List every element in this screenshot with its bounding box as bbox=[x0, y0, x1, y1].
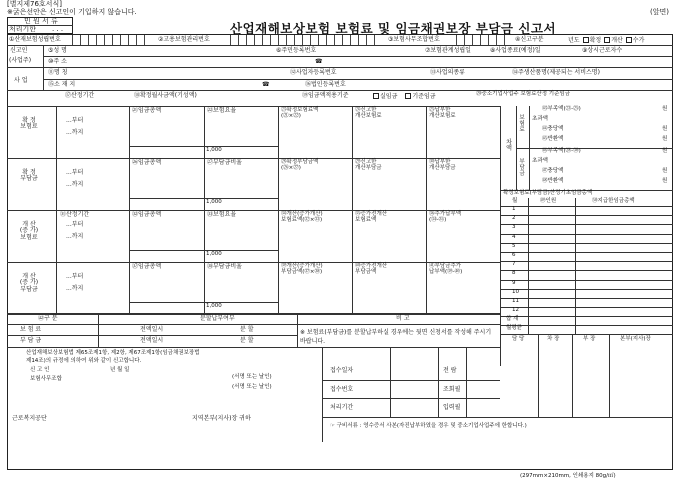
won-unit: 원 bbox=[662, 178, 668, 184]
attachment-note: ☞ 구비서류 : 영수증서 사본(자진납부하였을 경우 및 중소기업사업주에 한합니다.) bbox=[330, 423, 527, 429]
rp-line bbox=[500, 252, 673, 253]
period-to[interactable]: ...까지 bbox=[66, 285, 84, 292]
section-col-line bbox=[204, 262, 205, 314]
won-unit: 원 bbox=[662, 136, 668, 142]
staff-label: 담 당 bbox=[512, 336, 525, 343]
label-f2: ②고용보험관리번호 bbox=[158, 36, 210, 43]
section-col5: ㉚납부한 개산부담금 bbox=[429, 159, 456, 171]
label-loc: ⑮소 재 지 bbox=[48, 81, 76, 88]
rp-line bbox=[500, 234, 673, 235]
label-small-biz: ⑳중소기업사업주 보험료산정 기준임금 bbox=[476, 91, 571, 97]
staff-label: 본부(지사)장 bbox=[620, 336, 651, 343]
opt-final-label: 확정 bbox=[589, 37, 602, 44]
section-col4: ㉟증가전개산 보험료액 bbox=[355, 211, 388, 223]
period-to[interactable]: ...까지 bbox=[66, 181, 84, 188]
section-col-line bbox=[352, 262, 353, 314]
opt-year-label: 년도 bbox=[568, 37, 580, 44]
period-from[interactable]: ...부터 bbox=[66, 117, 84, 124]
excess-label: 초과액 bbox=[532, 116, 548, 122]
label-product: ⑭주생산품명(제공되는 서비스명) bbox=[512, 69, 600, 76]
month-label: 1 bbox=[512, 206, 516, 212]
checkbox-increase[interactable] bbox=[626, 37, 632, 43]
section-col-line bbox=[352, 106, 353, 158]
checkbox-actual[interactable] bbox=[373, 93, 379, 99]
inst-r2-a[interactable]: 전액일시 bbox=[140, 337, 164, 344]
checkbox-base[interactable] bbox=[405, 93, 411, 99]
rp-line bbox=[500, 243, 673, 244]
table-th2: ㊾인원 bbox=[540, 198, 557, 204]
month-label: 4 bbox=[512, 233, 516, 240]
period-from[interactable]: ...부터 bbox=[66, 221, 84, 228]
diff-row-label: ㊹충당액 bbox=[542, 126, 564, 132]
opt-base-label: 기준임금 bbox=[412, 93, 436, 100]
rate-unit: 1,000 bbox=[206, 251, 222, 257]
section-label: 개 산 (증 가) 보험료 bbox=[19, 221, 39, 241]
month-label: 10 bbox=[512, 288, 519, 295]
opt-increase-label: 수가 bbox=[632, 37, 645, 44]
section-col1: ㊲임금총액 bbox=[132, 263, 162, 270]
reporter-tel-icon: ☎ bbox=[315, 58, 323, 65]
rp-line bbox=[609, 334, 610, 417]
section-col-line bbox=[129, 158, 130, 210]
won-unit: 원 bbox=[662, 126, 668, 132]
inst-r2-b[interactable]: 분 할 bbox=[240, 337, 254, 344]
month-label: 2 bbox=[512, 215, 516, 222]
label-f4: ④신고구분 bbox=[515, 36, 544, 43]
label-f3: ③보험사무조합번호 bbox=[388, 36, 440, 43]
month-label: 6 bbox=[512, 252, 516, 258]
won-unit: 원 bbox=[662, 106, 668, 112]
deadline-label: 처리기한 bbox=[9, 25, 37, 33]
section-col5: ㉕납부한 개산보험료 bbox=[429, 107, 456, 119]
excess-label: 초과액 bbox=[532, 158, 548, 164]
table-th3: ㊿지급한임금총액 bbox=[592, 198, 635, 204]
table-th1: 월 bbox=[512, 198, 518, 204]
section-col2: ㉒보험요율 bbox=[207, 107, 237, 114]
rp-line bbox=[500, 289, 673, 290]
month-label: 12 bbox=[512, 307, 519, 314]
rp-line bbox=[500, 280, 673, 281]
rp-line bbox=[572, 334, 573, 417]
proc-r3: 처리기간 bbox=[330, 404, 354, 411]
receipt-label: 민 원 서 류 bbox=[24, 17, 58, 25]
inst-r1-label: 보 험 료 bbox=[20, 326, 42, 333]
decl-text1: 산업재해보상보험법 제65조제1항, 제2항, 제67조제1항(임금채권보장법 bbox=[26, 350, 200, 356]
month-label: 9 bbox=[512, 279, 516, 286]
section-col3: ㉞개산(증가개산) 보험료액(㉜×㉝) bbox=[281, 211, 323, 223]
ins-label: 보 험 료 bbox=[519, 115, 525, 133]
form-note: ※굵은선안은 신고인이 기입하지 않습니다. bbox=[7, 8, 137, 16]
rp-line bbox=[500, 316, 673, 317]
label-std: ⑲임금액적용기준 bbox=[302, 92, 349, 99]
opt-actual-label: 실임금 bbox=[380, 93, 398, 100]
proc-r2b: 조회필 bbox=[443, 386, 461, 393]
won-unit: 원 bbox=[662, 148, 668, 154]
section-col-line bbox=[129, 210, 130, 262]
section-label: 확 정 보험료 bbox=[20, 117, 38, 131]
inst-col3: 비 고 bbox=[396, 315, 410, 322]
inst-r2-label: 부 담 금 bbox=[20, 337, 42, 344]
label-rel: ⑦보험관계성립일 bbox=[425, 47, 471, 54]
checkbox-estimate[interactable] bbox=[604, 37, 610, 43]
rp-line bbox=[500, 270, 673, 271]
won-unit: 원 bbox=[662, 168, 668, 174]
section-col-line bbox=[204, 106, 205, 158]
section-col2: ㉗부담금비율 bbox=[207, 159, 242, 166]
label-biztype: ⑬사업의종류 bbox=[430, 69, 465, 76]
diff-row-label: ㊺반환액 bbox=[542, 136, 564, 142]
table-title: 확정보험료(부담금)산정기초임금총액 bbox=[503, 190, 593, 196]
month-label: 3 bbox=[512, 224, 516, 231]
form-number: [별지제76호서식] bbox=[7, 0, 62, 8]
decl-sign1: (서명 또는 날인) bbox=[232, 374, 272, 380]
inst-r1-b[interactable]: 분 할 bbox=[240, 326, 254, 333]
label-period: ⑰산정기간 bbox=[65, 92, 95, 99]
label-bizname: ⑪명 칭 bbox=[48, 69, 68, 76]
section-col0: ㉛산정기간 bbox=[60, 211, 90, 218]
section-col-line bbox=[204, 158, 205, 210]
f1-grid[interactable] bbox=[72, 35, 152, 45]
label-start: ⑧사업종료(예정)일 bbox=[490, 47, 541, 54]
label-corpno: ⑯법인등록번호 bbox=[305, 81, 346, 88]
section-col-line bbox=[352, 210, 353, 262]
paper-spec: (297mm×210mm, 인쇄용지 80g/㎡) bbox=[520, 473, 616, 479]
period-from[interactable]: ...부터 bbox=[66, 273, 84, 280]
section-col3: ㉘확정부담금액 (㉖×㉗) bbox=[281, 159, 319, 171]
rp-line bbox=[516, 148, 673, 149]
month-label: 7 bbox=[512, 261, 516, 268]
section-col2: ㊳부담금비율 bbox=[207, 263, 242, 270]
label-wage: ⑱확정월사금액(기성액) bbox=[134, 92, 197, 99]
label-rrn: ⑥주민등록번호 bbox=[276, 47, 317, 54]
rp-line bbox=[500, 206, 673, 207]
section-col-line bbox=[56, 262, 57, 314]
section-col-line bbox=[426, 158, 427, 210]
business-group: 사 업 bbox=[14, 77, 28, 84]
decl-text2: 제14조)의 규정에 의하여 위와 같이 신고합니다. bbox=[26, 358, 142, 364]
rp-line bbox=[500, 215, 673, 216]
page-side: (앞면) bbox=[650, 8, 669, 16]
inst-r1-a[interactable]: 전액일시 bbox=[140, 326, 164, 333]
section-col-line bbox=[278, 106, 279, 158]
decl-to-right: 지역본부(지사)장 귀하 bbox=[192, 415, 251, 422]
section-col5: ㊱추가납부액 (㉞-㉟) bbox=[429, 211, 462, 223]
rp-line bbox=[500, 224, 673, 225]
rp-line bbox=[500, 325, 673, 326]
proc-r2: 접수번호 bbox=[330, 386, 354, 393]
staff-label: 부 장 bbox=[583, 336, 596, 343]
section-col-line bbox=[56, 106, 57, 158]
label-name: ⑤성 명 bbox=[48, 47, 67, 54]
rp-line bbox=[528, 198, 529, 334]
deadline-value: . . . bbox=[52, 25, 64, 33]
diff-row-label: ㊸부족액(㉓-㉕) bbox=[542, 106, 581, 112]
decl-name2: 보험사무조합 bbox=[30, 376, 62, 382]
section-divider bbox=[7, 314, 500, 315]
diff-row-label: ㊼충당액 bbox=[542, 168, 564, 174]
decl-name1: 신 고 인 bbox=[30, 367, 50, 373]
std-options[interactable] bbox=[370, 93, 436, 100]
form-title: 산업재해보상보험 보험료 및 임금채권보장 부담금 신고서 bbox=[230, 21, 557, 36]
diff-row-label: ㊽반환액 bbox=[542, 178, 564, 184]
section-col5: ㊶부담금추가 납부액(㊴-㊵) bbox=[429, 263, 463, 275]
rp-line bbox=[575, 198, 576, 334]
section-col-line bbox=[204, 210, 205, 262]
label-bizno: ⑫사업자등록번호 bbox=[290, 69, 337, 76]
section-col-line bbox=[426, 106, 427, 158]
decl-sign2: (서명 또는 날인) bbox=[232, 384, 272, 390]
inst-col1: ㊷구 분 bbox=[38, 315, 58, 322]
opt-estimate-label: 개산 bbox=[611, 37, 623, 44]
f2-grid[interactable] bbox=[230, 35, 382, 45]
section-col4: ㉙신고한 개산부담금 bbox=[355, 159, 382, 171]
section-col1: ㉜임금총액 bbox=[132, 211, 162, 218]
f3-grid[interactable] bbox=[456, 35, 512, 45]
section-col4: ㊵증가전개산 부담금액 bbox=[355, 263, 388, 275]
section-col-line bbox=[56, 158, 57, 210]
burden-label: 부 담 금 bbox=[519, 159, 525, 177]
section-col-line bbox=[426, 210, 427, 262]
proc-r1: 접수일자 bbox=[330, 367, 354, 374]
section-col1: ㉖임금총액 bbox=[132, 159, 162, 166]
section-col3: ㊴개산(증가개산) 부담금액(㊲×㊳) bbox=[281, 263, 323, 275]
business-tel-icon: ☎ bbox=[262, 81, 270, 88]
label-f1: ①산재보험성립번호 bbox=[9, 36, 61, 43]
rp-line bbox=[500, 307, 673, 308]
reporter-group: 신고인 bbox=[10, 47, 28, 54]
section-label: 확 정 부담금 bbox=[20, 169, 38, 183]
section-col-line bbox=[129, 106, 130, 158]
section-col-line bbox=[129, 262, 130, 314]
proc-r1b: 전 람 bbox=[443, 367, 457, 374]
report-type-options[interactable] bbox=[568, 37, 644, 44]
rate-unit: 1,000 bbox=[206, 199, 222, 205]
inst-col2: 분할납부여부 bbox=[200, 315, 235, 322]
label-workers: ⑨상시근로자수 bbox=[582, 47, 623, 54]
rp-line bbox=[500, 298, 673, 299]
rate-unit: 1,000 bbox=[206, 147, 222, 153]
period-from[interactable]: ...부터 bbox=[66, 169, 84, 176]
rp-line bbox=[500, 261, 673, 262]
diff-row-label: ㊻부족액(㉘-㉚) bbox=[542, 148, 581, 154]
avg-label: 월평균 bbox=[506, 325, 522, 332]
label-addr: ⑩주 소 bbox=[48, 58, 67, 65]
period-to[interactable]: ...까지 bbox=[66, 129, 84, 136]
section-col1: ㉑임금총액 bbox=[132, 107, 162, 114]
month-label: 5 bbox=[512, 242, 516, 249]
checkbox-final[interactable] bbox=[583, 37, 589, 43]
inst-remark: ※ 보험료(부담금)를 분할납부하실 경우에는 뒷면 신청서를 작성해 주시기 바랍니다. bbox=[300, 329, 492, 345]
section-col-line bbox=[278, 262, 279, 314]
staff-label: 차 장 bbox=[547, 336, 560, 343]
month-label: 11 bbox=[512, 298, 519, 304]
section-col2: ㉝보험요율 bbox=[207, 211, 237, 218]
decl-date: 년 월 일 bbox=[110, 367, 130, 373]
diff-label: 차 액 bbox=[506, 139, 512, 153]
sum-label: 합 계 bbox=[506, 316, 519, 323]
period-to[interactable]: ...까지 bbox=[66, 233, 84, 240]
section-col-line bbox=[278, 158, 279, 210]
reporter-group2: (사업주) bbox=[9, 57, 32, 64]
month-label: 8 bbox=[512, 270, 516, 277]
section-label: 개 산 (증 가) 부담금 bbox=[19, 273, 39, 293]
proc-r3b: 입력필 bbox=[443, 404, 461, 411]
section-col-line bbox=[426, 262, 427, 314]
decl-to-left: 근로복지공단 bbox=[12, 415, 47, 422]
rate-unit: 1,000 bbox=[206, 303, 222, 309]
rp-line bbox=[538, 334, 539, 417]
section-col-line bbox=[56, 210, 57, 262]
section-col-line bbox=[352, 158, 353, 210]
section-col3: ㉓확정보험료액 (㉑×㉒) bbox=[281, 107, 319, 119]
section-col-line bbox=[278, 210, 279, 262]
section-col4: ㉔신고한 개산보험료 bbox=[355, 107, 382, 119]
